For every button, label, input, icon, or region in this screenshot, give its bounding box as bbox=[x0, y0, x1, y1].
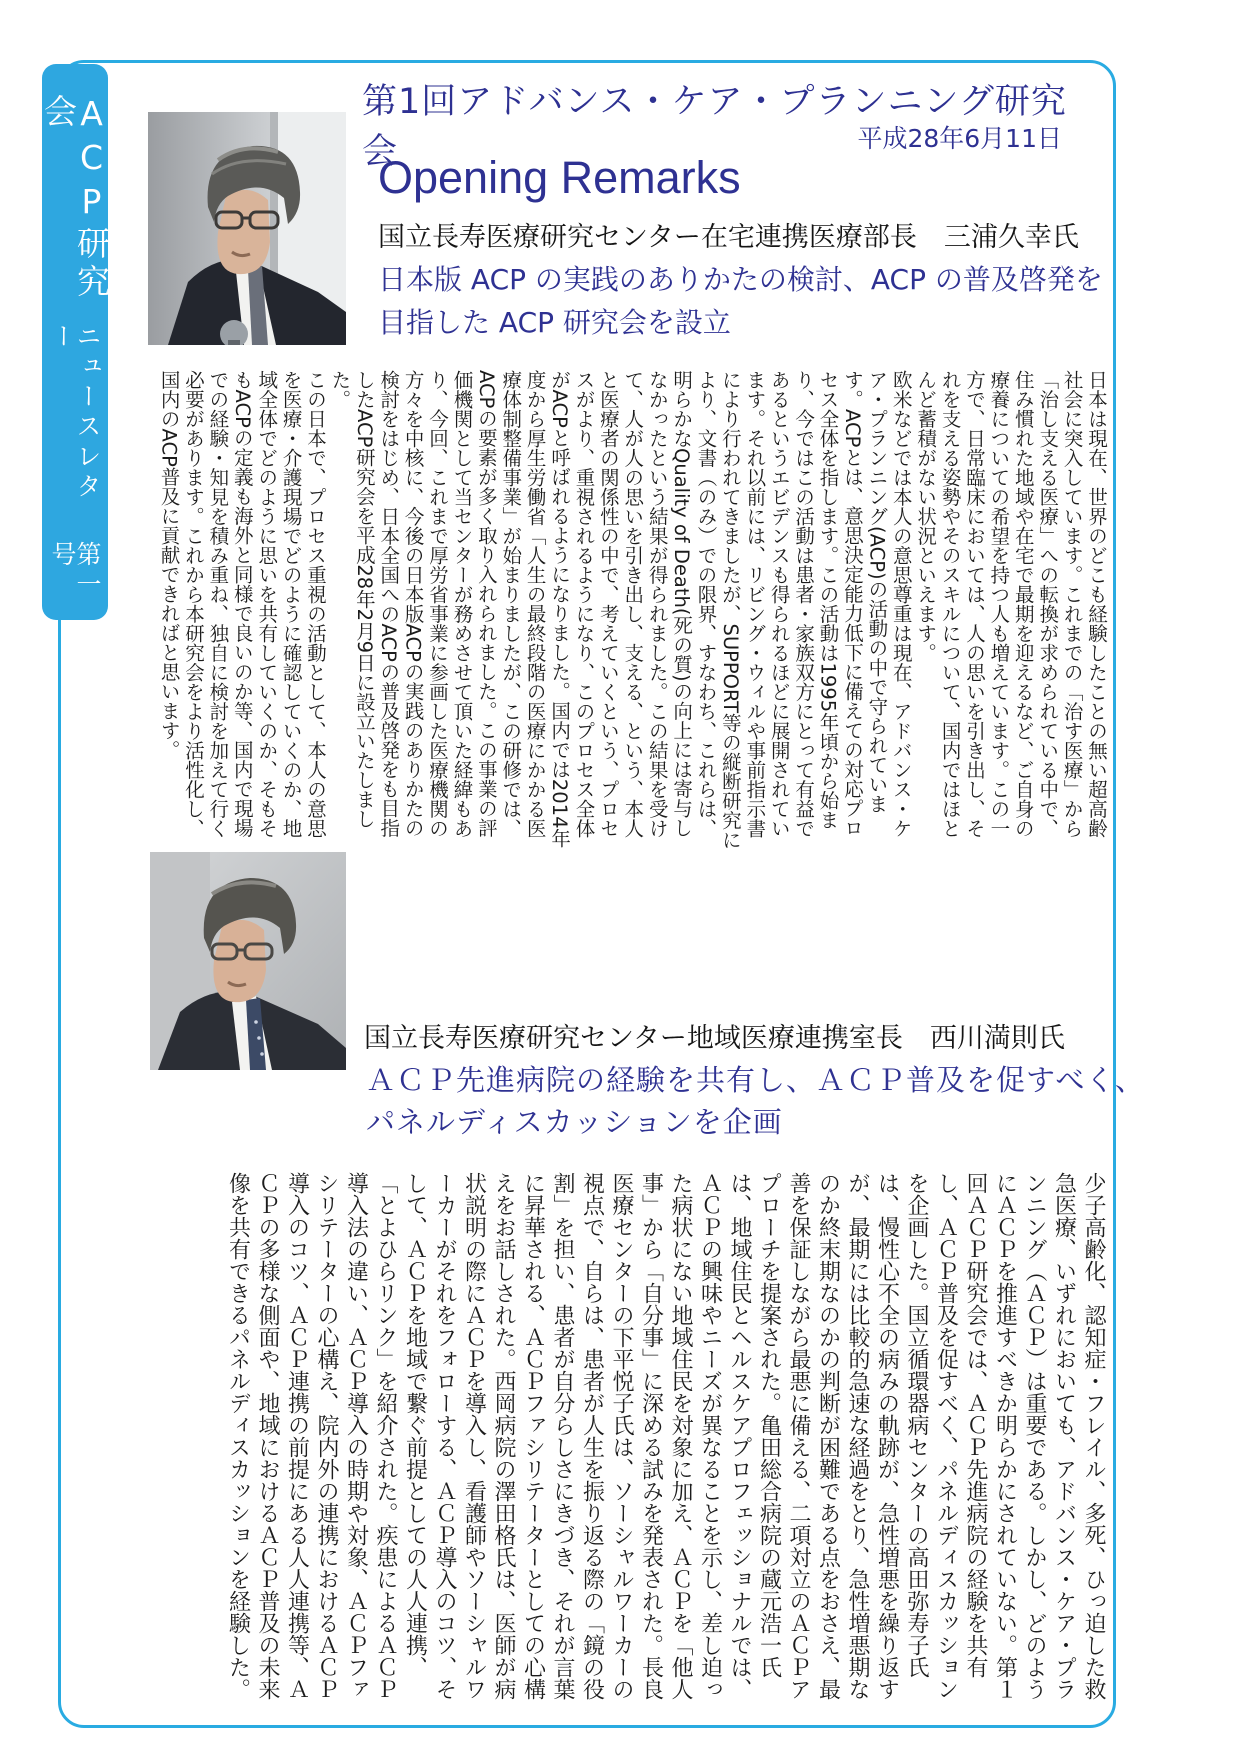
article1-paragraph-3: この日本で、プロセス重視の活動として、本人の意思を医療・介護現場でどのように確認していくのか、地域全体でどのように思いを共有していくのか、そもそもACPの定義も海外と同様で良いのか等、国内で現場での経験・知見を積み重ね、独自に検討を加えて行く必要があります。これから本研究会をより活性化し、国内のACP普及に貢献できればと思います。 bbox=[157, 370, 327, 838]
article2-lead-line2: パネルディスカッションを企画 bbox=[366, 1105, 783, 1140]
speaker-photo-miura-image bbox=[148, 112, 346, 345]
speaker-photo-nishikawa bbox=[150, 852, 346, 1070]
banner-issue-number: 第一号 bbox=[48, 541, 102, 602]
banner-subtitle: ニュースレター bbox=[48, 323, 102, 504]
article2-body bbox=[150, 1172, 1108, 1704]
article1-lead-line1: 日本版 ACP の実践のありかたの検討、ACP の普及啓発を bbox=[378, 263, 1103, 296]
speaker-photo-miura bbox=[148, 112, 346, 345]
article1-paragraph-2: 欧米などでは本人の意思尊重は現在、アドバンス・ケア・プランニング(ACP)の活動の中で守られています。ACPとは、意思決定能力低下に備えての対応プロセス全体を指します。この活動は1995年頃から始まり、今ではこの活動は患者・家族双方にとって有益であるというエビデンスも得られるほどに展開されています。それ以前には、リビング・ウィルや事前指示書により行われてきましたが、SUPPORT等の縦断研究により、文書（のみ）での限界、すなわち、これらは、明らかなQuality of Death(死の質)の向上には寄与しなかったという結果が得られました。この結果を受けて、人が人の思いを引き出し、支える、という、本人と医療者の関係性の中で、考えていくという、プロセスがより、重視されるようになり、このプロセス全体がACPと呼ばれるようになりました。国内では2014年度から厚生労働省「人生の最終段階の医療にかかる医療体制整備事業」が始まりましたが、この研修では、ACPの要素が多く取り入れられました。この事業の評価機関として当センターが務めさせて頂いた経緯もあり、今回、これまで厚労省事業に参画した医療機関の方々を中核に、今後の日本版ACPの実践のありかたの検討をはじめ、日本全国へのACPの普及啓発をも目指したACP研究会を平成28年2月9日に設立いたしました。 bbox=[328, 370, 913, 850]
article1-speaker: 国立長寿医療研究センター在宅連携医療部長 三浦久幸氏 bbox=[378, 222, 1079, 253]
article2-speaker: 国立長寿医療研究センター地域医療連携室長 西川満則氏 bbox=[364, 1023, 1065, 1054]
banner-title: ACP研究会 bbox=[39, 94, 111, 302]
issue-date: 平成28年6月11日 bbox=[857, 124, 1062, 153]
article1-heading: Opening Remarks bbox=[378, 152, 741, 203]
page-title: 第1回アドバンス・ケア・プランニング研究会 bbox=[362, 82, 1067, 172]
article1-body bbox=[150, 370, 1108, 852]
article1-paragraph-1: 日本は現在、世界のどこも経験したことの無い超高齢社会に突入しています。これまでの「治す医療」から「治し支える医療」への転換が求められている中で、住み慣れた地域や在宅で最期を迎えるなど、ご自身の療養についての希望を持つ人も増えています。この一方で、日常臨床においては、人の思いを引き出し、それを支える姿勢やそのスキルについて、国内ではほとんど蓄積がない状況といえます。 bbox=[914, 370, 1108, 838]
article2-paragraph-1: 少子高齢化、認知症・フレイル、多死、ひっ迫した救急医療、いずれにおいても、アドバンス・ケア・プランニング（ＡＣＰ）は重要である。しかし、どのようにＡＣＰを推進すべきか明らかにされていない。第１回ＡＣＰ研究会では、ＡＣＰ先進病院の経験を共有し、ＡＣＰ普及を促すべく、パネルディスカッションを企画した。国立循環器病センターの高田弥寿子氏は、慢性心不全の病みの軌跡が、急性増悪を繰り返すが、最期には比較的急速な経過をとり、急性増悪期なのか終末期なのかの判断が困難である点をおさえ、最善を保証しながら最悪に備える、二項対立のＡＣＰアプローチを提案された。亀田総合病院の蔵元浩一氏は、地域住民とヘルスケアプロフェッショナルでは、ＡＣＰの興味やニーズが異なることを示し、差し迫った病状にない地域住民を対象に加え、ＡＣＰを「他人事」から「自分事」に深める試みを発表された。長良医療センターの下平悦子氏は、ソーシャルワーカーの視点で、自らは、患者が人生を振り返る際の「鏡の役割」を担い、患者が自分らしさにきづき、それが言葉に昇華される、ＡＣＰファシリテーターとしての心構えをお話しされた。西岡病院の澤田格氏は、医師が病状説明の際にＡＣＰを導入し、看護師やソーシャルワーカーがそれをフォローする、ＡＣＰ導入のコツ、そして、ＡＣＰを地域で繋ぐ前提としての人人連携、「とよひらリンク」を紹介された。疾患によるＡＣＰ導入法の違い、ＡＣＰ導入の時期や対象、ＡＣＰファシリテーターの心構え、院内外の連携におけるＡＣＰ導入のコツ、ＡＣＰ連携の前提にある人人連携等、ＡＣＰの多様な側面や、地域におけるＡＣＰ普及の未来像を共有できるパネルディスカッションを経験した。 bbox=[225, 1172, 1106, 1700]
article2-lead-line1: ＡＣＰ先進病院の経験を共有し、ＡＣＰ普及を促すべく、 bbox=[366, 1063, 1145, 1097]
article1-lead-line2: 目指した ACP 研究会を設立 bbox=[378, 306, 731, 340]
article1-lead bbox=[378, 258, 1103, 345]
newsletter-banner bbox=[39, 64, 111, 620]
speaker-photo-nishikawa-image bbox=[150, 852, 346, 1070]
article2-lead bbox=[366, 1059, 1145, 1143]
